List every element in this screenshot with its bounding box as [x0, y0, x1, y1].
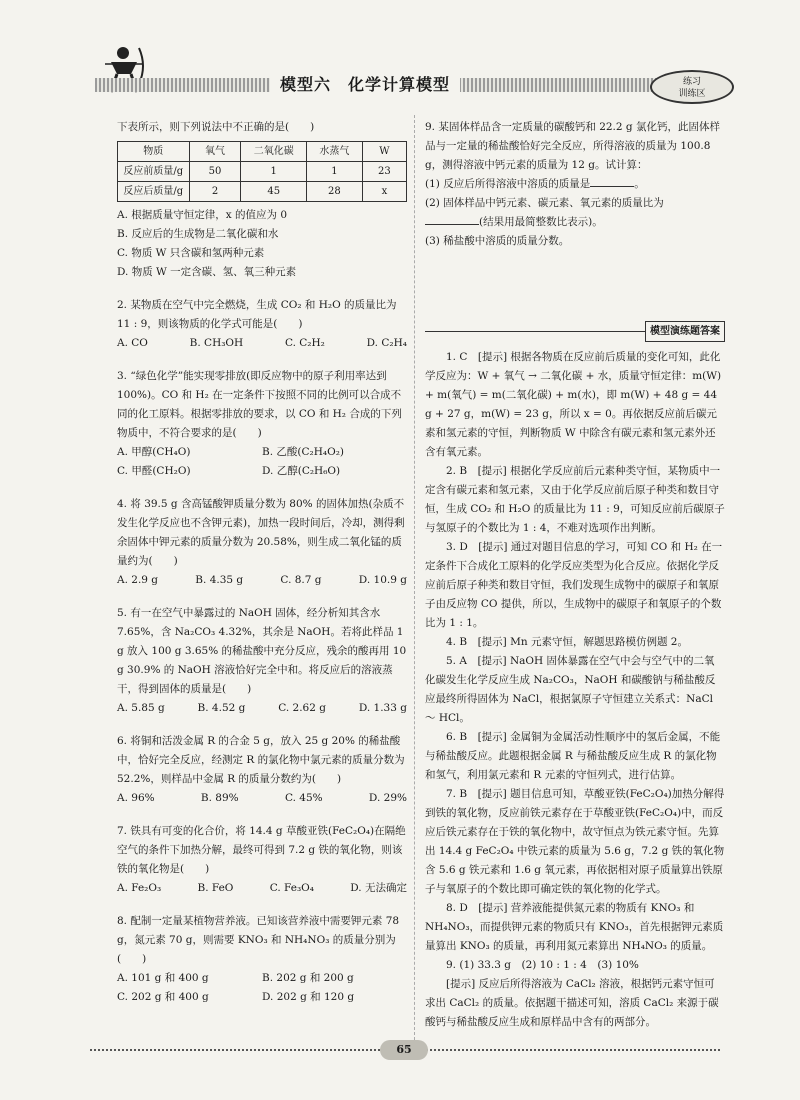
answer-blank	[425, 224, 479, 225]
question-5: 5. 有一在空气中暴露过的 NaOH 固体，经分析知其含水 7.65%，含 Na₂CO₃ 4.32%，其余是 NaOH。若将此样品 1 g 放入 100 g 3.65% 的稀盐酸中充分反应，残余的酸再用 10 g 30.9% 的 NaOH 溶液恰好完全中和。将反应后的溶液蒸干，得到固体的质量是( )	[117, 607, 407, 695]
option: B. 202 g 和 200 g	[262, 972, 354, 984]
q9-part-2: (2) 固体样品中钙元素、碳元素、氧元素的质量比为	[425, 197, 664, 209]
answers-header	[425, 321, 725, 342]
option: A. 2.9 g	[117, 574, 159, 586]
q1-option: C. 物质 W 只含碳和氢两种元素	[117, 247, 265, 259]
option: D. 1.33 g	[358, 702, 407, 714]
table-header: 水蒸气	[307, 142, 363, 162]
q1-intro: 下表所示，则下列说法中不正确的是( )	[117, 121, 315, 133]
answer-item: [提示] 反应后所得溶液为 CaCl₂ 溶液，根据钙元素守恒可求出 CaCl₂ 的质量。依据题干描述可知，溶质 CaCl₂ 来源于碳酸钙与稀盐酸反应生成和原样品中含有的两部分。	[425, 978, 719, 1028]
option: C. 2.62 g	[278, 702, 326, 714]
option: C. 202 g 和 400 g	[117, 991, 209, 1003]
option: D. C₂H₄	[366, 337, 407, 349]
answer-blank	[590, 186, 634, 187]
option: B. 89%	[200, 792, 239, 804]
answer-item: 7. B [提示] 题目信息可知，草酸亚铁(FeC₂O₄)加热分解得到铁的氧化物，反应前铁元素存在于草酸亚铁(FeC₂O₄)中，而反应后铁元素存在于铁的氧化物中，故守恒点为铁元素守恒。先算出 14.4 g FeC₂O₄ 中铁元素的质量为 5.6 g，7.2 g 铁的氧化物含 5.6 g 铁元素和 1.6 g 氧元素，再依据相对原子质量算出铁原子与氧原子的个数比即可确定铁的氧化物的化学式。	[425, 788, 725, 895]
answer-item: 9. (1) 33.3 g (2) 10 : 1 : 4 (3) 10%	[446, 959, 639, 971]
table-cell: 2	[189, 182, 241, 202]
q7-options	[117, 879, 407, 898]
question-4: 4. 将 39.5 g 含高锰酸钾质量分数为 80% 的固体加热(杂质不发生化学反应也不含钾元素)，加热一段时间后，冷却，测得剩余固体中钾元素的质量分数为 20.58%，则生成二氧化锰的质量约为( )	[117, 498, 405, 567]
option: D. 10.9 g	[358, 574, 407, 586]
column-divider	[414, 115, 415, 1055]
answer-item: 6. B [提示] 金属铜为金属活动性顺序中的氢后金属，不能与稀盐酸反应。此题根据金属 R 与稀盐酸反应生成 R 的氯化物和氢气，利用氯元素和 R 元素的守恒列式，进行估算。	[425, 731, 721, 781]
table-cell: 1	[307, 162, 363, 182]
option: C. 8.7 g	[280, 574, 322, 586]
page-title: 模型六 化学计算模型	[270, 72, 460, 95]
page-footer	[90, 1040, 720, 1060]
answers-title: 模型演练题答案	[645, 321, 725, 342]
answer-item: 1. C [提示] 根据各物质在反应前后质量的变化可知，此化学反应为：W + 氧气 → 二氧化碳 + 水，质量守恒定律：m(W) + m(氧气) = m(二氧化碳) + m(水)，即 m(W) + 48 g = 44 g + 27 g，m(W) = 23 g，所以 x = 0。再依据反应前后碳元素和氢元素的守恒，判断物质 W 中除含有碳元素和氢元素外还含有氧元素。	[425, 351, 722, 458]
table-cell: 反应后质量/g	[118, 182, 190, 202]
option: D. 乙醇(C₂H₆O)	[262, 465, 341, 477]
question-2: 2. 某物质在空气中完全燃烧，生成 CO₂ 和 H₂O 的质量比为 11 : 9，则该物质的化学式可能是( )	[117, 299, 397, 330]
option: A. CO	[117, 337, 148, 349]
option: B. 乙酸(C₂H₄O₂)	[262, 446, 345, 458]
q1-option: A. 根据质量守恒定律，x 的值应为 0	[117, 209, 288, 221]
q9-part-2b-text: (结果用最简整数比表示)。	[479, 216, 603, 228]
question-7: 7. 铁具有可变的化合价，将 14.4 g 草酸亚铁(FeC₂O₄)在隔绝空气的条件下加热分解，最终可得到 7.2 g 铁的氧化物，则该铁的氧化物是( )	[117, 825, 406, 875]
option: C. 45%	[284, 792, 323, 804]
option: A. 甲醇(CH₄O)	[117, 446, 191, 458]
option: A. 5.85 g	[117, 702, 165, 714]
option: C. C₂H₂	[284, 337, 325, 349]
table-cell: 45	[241, 182, 307, 202]
table-header: 氧气	[189, 142, 241, 162]
table-header-row	[118, 142, 407, 162]
table-header: 二氧化碳	[241, 142, 307, 162]
q9-part-1-text: (1) 反应后所得溶液中溶质的质量是	[425, 178, 591, 190]
option: A. 96%	[117, 792, 155, 804]
answers-list	[425, 348, 725, 1032]
option: B. 4.35 g	[195, 574, 244, 586]
q4-options	[117, 571, 407, 590]
q2-options	[117, 334, 407, 353]
page-number: 65	[380, 1040, 428, 1060]
option: C. Fe₃O₄	[269, 882, 314, 894]
option: A. Fe₂O₃	[117, 882, 162, 894]
q1-option: D. 物质 W 一定含碳、氢、氧三种元素	[117, 266, 297, 278]
answers-header-arrow	[425, 331, 645, 332]
left-column	[117, 118, 407, 1007]
table-cell: 50	[189, 162, 241, 182]
table-header: W	[362, 142, 406, 162]
table-row	[118, 162, 407, 182]
question-3: 3. “绿色化学”能实现零排放(即反应物中的原子利用率达到100%)。CO 和 H₂ 在一定条件下按照不同的比例可以合成不同的化工原料。根据零排放的要求，以 CO 和 H₂ 合成的下列物质中，不符合要求的是( )	[117, 370, 402, 439]
table-cell: 1	[241, 162, 307, 182]
answer-item: 5. A [提示] NaOH 固体暴露在空气中会与空气中的二氧化碳发生化学反应生成 Na₂CO₃，NaOH 和碳酸钠与稀盐酸反应最终所得固体为 NaCl，根据氯原子守恒建立关系式：NaCl ～ HCl。	[425, 655, 716, 724]
table-cell: x	[362, 182, 406, 202]
question-6: 6. 将铜和活泼金属 R 的合金 5 g，放入 25 g 20% 的稀盐酸中，恰好完全反应，经测定 R 的氯化物中氯元素的质量分数为 52.2%，则样品中金属 R 的质量分数约为( )	[117, 735, 405, 785]
option: D. 无法确定	[350, 882, 407, 894]
q5-options	[117, 699, 407, 718]
option: C. 甲醛(CH₂O)	[117, 465, 191, 477]
table-cell: 23	[362, 162, 406, 182]
q1-option: B. 反应后的生成物是二氧化碳和水	[117, 228, 279, 240]
table-header: 物质	[118, 142, 190, 162]
q9-part-3: (3) 稀盐酸中溶质的质量分数。	[425, 235, 570, 247]
table-cell: 28	[307, 182, 363, 202]
table-cell: 反应前质量/g	[118, 162, 190, 182]
q9-part-2b	[425, 213, 725, 232]
answer-item: 4. B [提示] Mn 元素守恒，解题思路模仿例题 2。	[446, 636, 688, 648]
q8-options	[117, 969, 407, 1007]
right-column	[425, 118, 725, 1032]
answer-item: 8. D [提示] 营养液能提供氮元素的物质有 KNO₃ 和 NH₄NO₃，而提供钾元素的物质只有 KNO₃，首先根据钾元素质量算出 KNO₃ 的质量，再利用氮元素算出 NH₄NO₃ 的质量。	[425, 902, 724, 952]
option: D. 202 g 和 120 g	[262, 991, 355, 1003]
question-9: 9. 某固体样品含一定质量的碳酸钙和 22.2 g 氯化钙，此固体样品与一定量的稀盐酸恰好完全反应，所得溶液的质量为 100.8 g，测得溶液中钙元素的质量为 12 g。试计算：	[425, 121, 720, 171]
section-badge: 练习 训练区	[650, 70, 734, 104]
q3-options	[117, 443, 407, 481]
question-8: 8. 配制一定量某植物营养液。已知该营养液中需要钾元素 78 g，氮元素 70 g，则需要 KNO₃ 和 NH₄NO₃ 的质量分别为( )	[117, 915, 400, 965]
option: B. 4.52 g	[197, 702, 246, 714]
option: B. FeO	[197, 882, 234, 894]
option: B. CH₃OH	[189, 337, 244, 349]
mass-table	[117, 141, 407, 202]
page-header	[95, 72, 725, 96]
q9-part-1: (1) 反应后所得溶液中溶质的质量是 。	[425, 178, 645, 190]
q6-options	[117, 789, 407, 808]
option: D. 29%	[368, 792, 407, 804]
answer-item: 3. D [提示] 通过对题目信息的学习，可知 CO 和 H₂ 在一定条件下合成化工原料的化学反应类型为化合反应。依据化学反应前后原子种类和数目守恒，我们发现生成物中的碳原子和氧原子由反应物 CO 提供，所以，生成物中的碳原子和氧原子的个数比为 1 : 1。	[425, 541, 723, 629]
table-row	[118, 182, 407, 202]
option: A. 101 g 和 400 g	[117, 972, 209, 984]
answer-item: 2. B [提示] 根据化学反应前后元素种类守恒，某物质中一定含有碳元素和氢元素，又由于化学反应前后原子种类和数目守恒，生成 CO₂ 和 H₂O 的质量比为 11 : 9，可知反应前后碳原子与氢原子的个数比为 1 : 4，不难对选项作出判断。	[425, 465, 725, 534]
